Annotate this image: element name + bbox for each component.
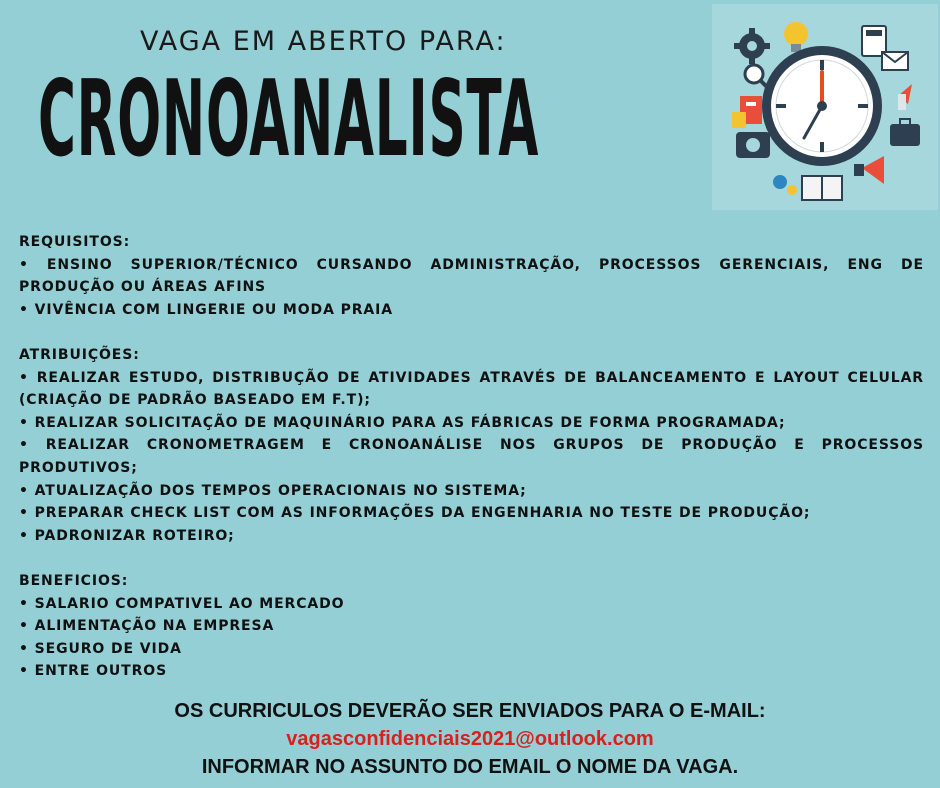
job-opening-subtitle: VAGA EM ABERTO PARA:	[140, 26, 507, 57]
responsibilities-section	[19, 344, 924, 547]
responsibility-item: • REALIZAR ESTUDO, DISTRIBUÇÃO DE ATIVIDADES ATRAVÉS DE BALANCEAMENTO E LAYOUT CELULAR (CRIAÇÃO DE PADRÃO BASEADO EM F.T);	[19, 369, 924, 409]
responsibility-item: • REALIZAR CRONOMETRAGEM E CRONOANÁLISE NOS GRUPOS DE PRODUÇÃO E PROCESSOS PRODUTIVOS;	[19, 437, 924, 476]
instruction-text: OS CURRICULOS DEVERÃO SER ENVIADOS PARA O E-MAIL:	[174, 700, 766, 722]
clock-icon	[762, 46, 882, 166]
requirement-item: • ENSINO SUPERIOR/TÉCNICO CURSANDO ADMINISTRAÇÃO, PROCESSOS GERENCIAIS, ENG DE PRODUÇÃO OU ÁREAS AFINS	[19, 256, 924, 296]
telephone-icon	[736, 132, 770, 158]
benefits-section	[19, 570, 924, 683]
subject-note: INFORMAR NO ASSUNTO DO EMAIL O NOME DA VAGA.	[201, 756, 739, 778]
responsibilities-heading: ATRIBUIÇÕES:	[19, 346, 140, 363]
benefit-item: • ENTRE OUTROS	[19, 663, 168, 680]
contact-email-link[interactable]: vagasconfidenciais2021@outlook.com	[286, 728, 654, 750]
responsibility-item: • ATUALIZAÇÃO DOS TEMPOS OPERACIONAIS NO SISTEMA;	[19, 482, 527, 499]
requirements-heading: REQUISITOS:	[19, 234, 131, 250]
responsibility-item: • REALIZAR SOLICITAÇÃO DE MAQUINÁRIO PARA AS FÁBRICAS DE FORMA PROGRAMADA;	[19, 414, 786, 431]
job-description	[19, 231, 924, 683]
requirement-item: • VIVÊNCIA COM LINGERIE OU MODA PRAIA	[19, 301, 394, 318]
benefit-item: • ALIMENTAÇÃO NA EMPRESA	[19, 618, 275, 635]
clock-illustration	[712, 4, 938, 210]
responsibility-item: • PREPARAR CHECK LIST COM AS INFORMAÇÕES DA ENGENHARIA NO TESTE DE PRODUÇÃO;	[19, 505, 811, 522]
requirements-section	[19, 231, 924, 321]
responsibility-item: • PADRONIZAR ROTEIRO;	[19, 527, 235, 544]
benefit-item: • SEGURO DE VIDA	[19, 640, 182, 657]
job-title: CRONOANALISTA	[38, 58, 540, 182]
application-instructions	[0, 697, 940, 781]
benefits-heading: BENEFICIOS:	[19, 572, 129, 589]
benefit-item: • SALARIO COMPATIVEL AO MERCADO	[19, 595, 345, 612]
